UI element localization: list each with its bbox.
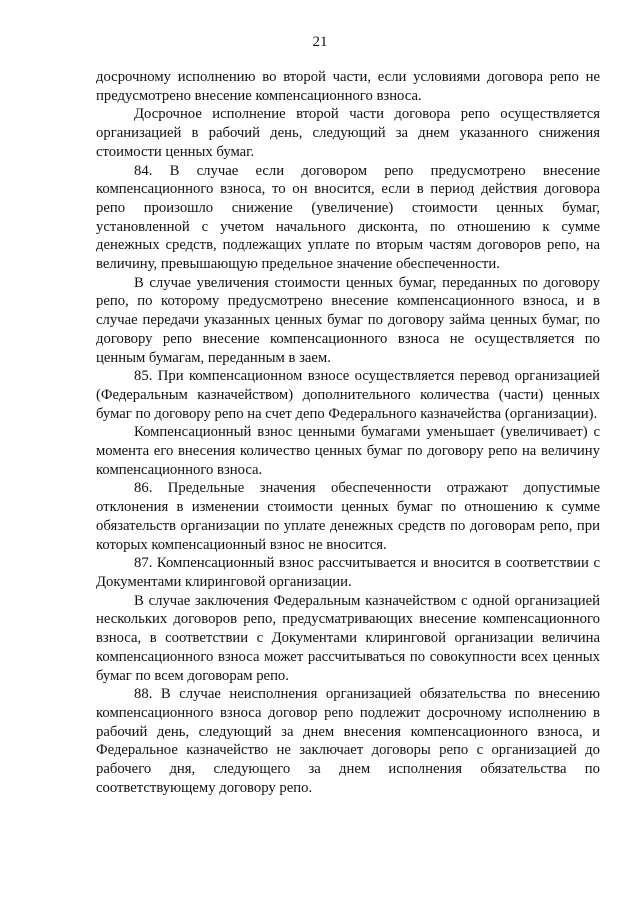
paragraph-87-cont: В случае заключения Федеральным казначейством с одной организацией нескольких договоров репо, предусматривающих внесение компенсационного взноса, в соответствии с Документами клиринговой организации величина компенсационного взноса может рассчитываться по совокупности всех ценных бумаг по всем договорам репо. — [96, 592, 600, 684]
paragraph-2: Досрочное исполнение второй части договора репо осуществляется организацией в рабочий день, следующий за днем указанного снижения стоимости ценных бумаг. — [96, 106, 600, 160]
paragraph-86: 86. Предельные значения обеспеченности отражают допустимые отклонения в изменении стоимости ценных бумаг по отношению к сумме обязательств организации по уплате денежных средств по договорам репо, при которых компенсационный взнос не вносится. — [96, 480, 600, 553]
paragraph-84-cont: В случае увеличения стоимости ценных бумаг, переданных по договору репо, по которому предусмотрено внесение компенсационного взноса, и в случае передачи указанных ценных бумаг по договору займа ценных бумаг, по договору репо внесение компенсационного взноса не осуществляется по ценным бумагам, переданным в заем. — [96, 274, 600, 366]
document-body — [96, 68, 600, 797]
paragraph-88: 88. В случае неисполнения организацией обязательства по внесению компенсационного взноса договор репо подлежит досрочному исполнению в рабочий день, следующий за днем внесения компенсационного взноса, и Федеральное казначейство не заключает договоры репо с организацией до рабочего дня, следующего за днем исполнения обязательства по соответствующему договору репо. — [96, 686, 600, 796]
paragraph-1: досрочному исполнению во второй части, если условиями договора репо не предусмотрено внесение компенсационного взноса. — [96, 69, 600, 104]
paragraph-85-cont: Компенсационный взнос ценными бумагами уменьшает (увеличивает) с момента его внесения количество ценных бумаг по договору репо на величину компенсационного взноса. — [96, 424, 600, 478]
page-number: 21 — [312, 34, 328, 50]
paragraph-85: 85. При компенсационном взносе осуществляется перевод организацией (Федеральным казначейством) дополнительного количества (части) ценных бумаг по договору репо на счет депо Федерального казначейства (организации). — [96, 368, 600, 422]
paragraph-87: 87. Компенсационный взнос рассчитывается и вносится в соответствии с Документами клиринговой организации. — [96, 555, 600, 590]
paragraph-84: 84. В случае если договором репо предусмотрено внесение компенсационного взноса, то он вносится, если в период действия договора репо произошло снижение (увеличение) стоимости ценных бумаг, установленной с учетом начального дисконта, по отношению к сумме денежных средств, подлежащих уплате по вторым частям договоров репо, на величину, превышающую предельное значение обеспеченности. — [96, 162, 600, 273]
